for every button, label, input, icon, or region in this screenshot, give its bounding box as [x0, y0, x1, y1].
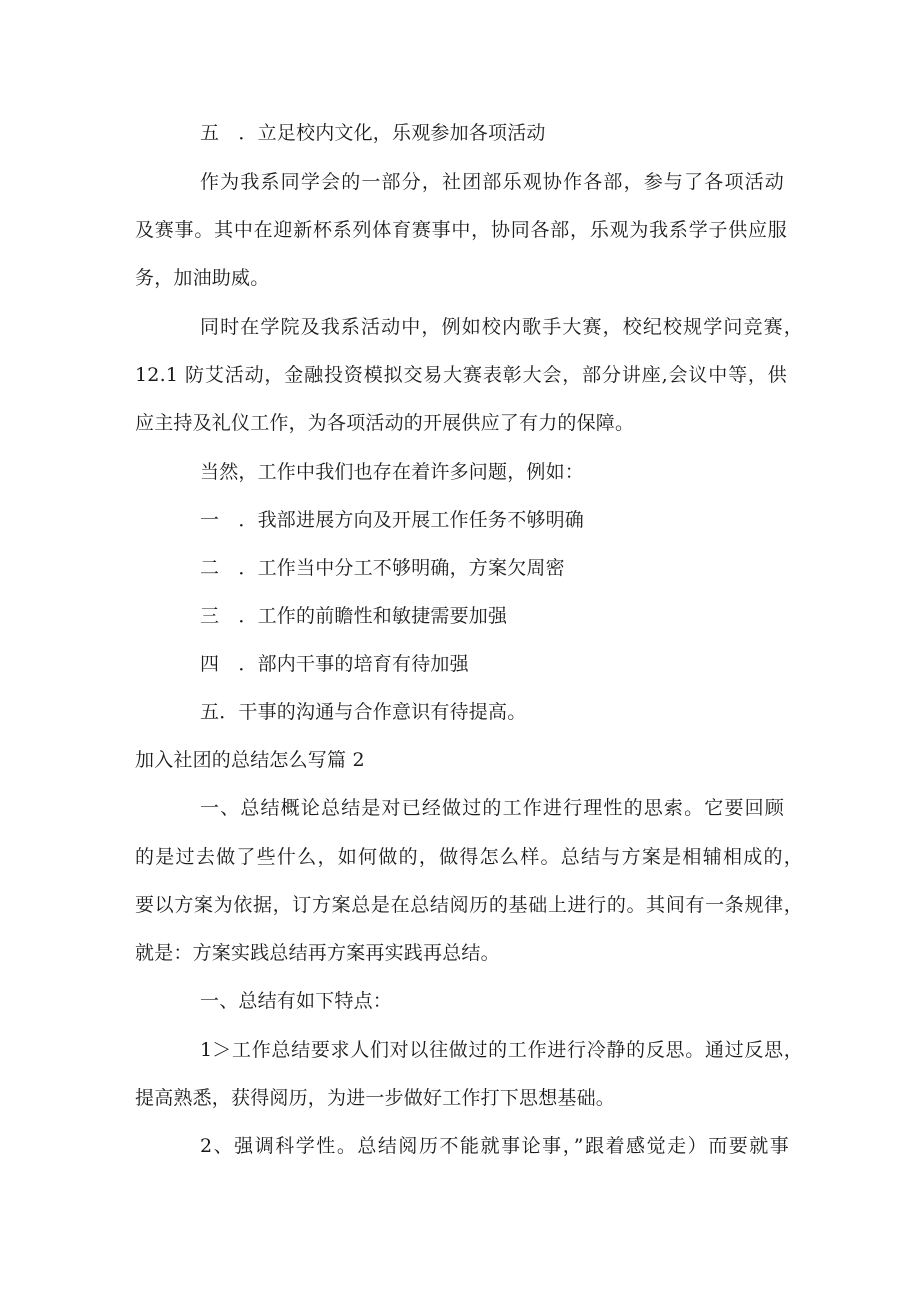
paragraph-line: 要以方案为依据，订方案总是在总结阅历的基础上进行的。其间有一条规律， — [135, 894, 803, 916]
list-item: 二 ．工作当中分工不够明确，方案欠周密 — [200, 557, 565, 579]
section-heading: 五 ．立足校内文化，乐观参加各项活动 — [200, 122, 546, 144]
list-item: 三 ．工作的前瞻性和敏捷需要加强 — [200, 605, 508, 627]
paragraph-line: 提高熟悉，获得阅历，为进一步做好工作打下思想基础。 — [135, 1087, 616, 1109]
paragraph-line: 2、强调科学性。总结阅历不能就事论事，”跟着感觉走）而要就事 — [200, 1135, 789, 1157]
paragraph-line: 务，加油助威。 — [135, 267, 270, 289]
problems-intro: 当然，工作中我们也存在着许多问题，例如： — [200, 461, 585, 483]
paragraph-line: 12.1 防艾活动，金融投资模拟交易大赛表彰大会，部分讲座,会议中等，供 — [135, 364, 787, 386]
features-heading: 一、总结有如下特点： — [200, 990, 393, 1012]
paragraph-line: 应主持及礼仪工作，为各项活动的开展供应了有力的保障。 — [135, 412, 635, 434]
paragraph-line: 1＞工作总结要求人们对以往做过的工作进行冷静的反思。通过反思， — [200, 1039, 803, 1061]
paragraph-line: 作为我系同学会的一部分，社团部乐观协作各部，参与了各项活动 — [200, 171, 784, 193]
paragraph-line: 就是：方案实践总结再方案再实践再总结。 — [135, 942, 500, 964]
paragraph-line: 的是过去做了些什么，如何做的，做得怎么样。总结与方案是相辅相成的， — [135, 846, 803, 868]
list-item: 五．干事的沟通与合作意识有待提高。 — [200, 701, 527, 723]
paragraph-line: 同时在学院及我系活动中，例如校内歌手大赛，校纪校规学问竞赛， — [200, 316, 803, 338]
list-item: 一 ．我部进展方向及开展工作任务不够明确 — [200, 509, 585, 531]
paragraph-line: 及赛事。其中在迎新杯系列体育赛事中，协同各部，乐观为我系学子供应服 — [135, 219, 787, 241]
paragraph-line: 一、总结概论总结是对已经做过的工作进行理性的思索。它要回顾 — [200, 797, 784, 819]
article-title: 加入社团的总结怎么写篇 2 — [135, 749, 365, 771]
list-item: 四 ．部内干事的培育有待加强 — [200, 653, 469, 675]
